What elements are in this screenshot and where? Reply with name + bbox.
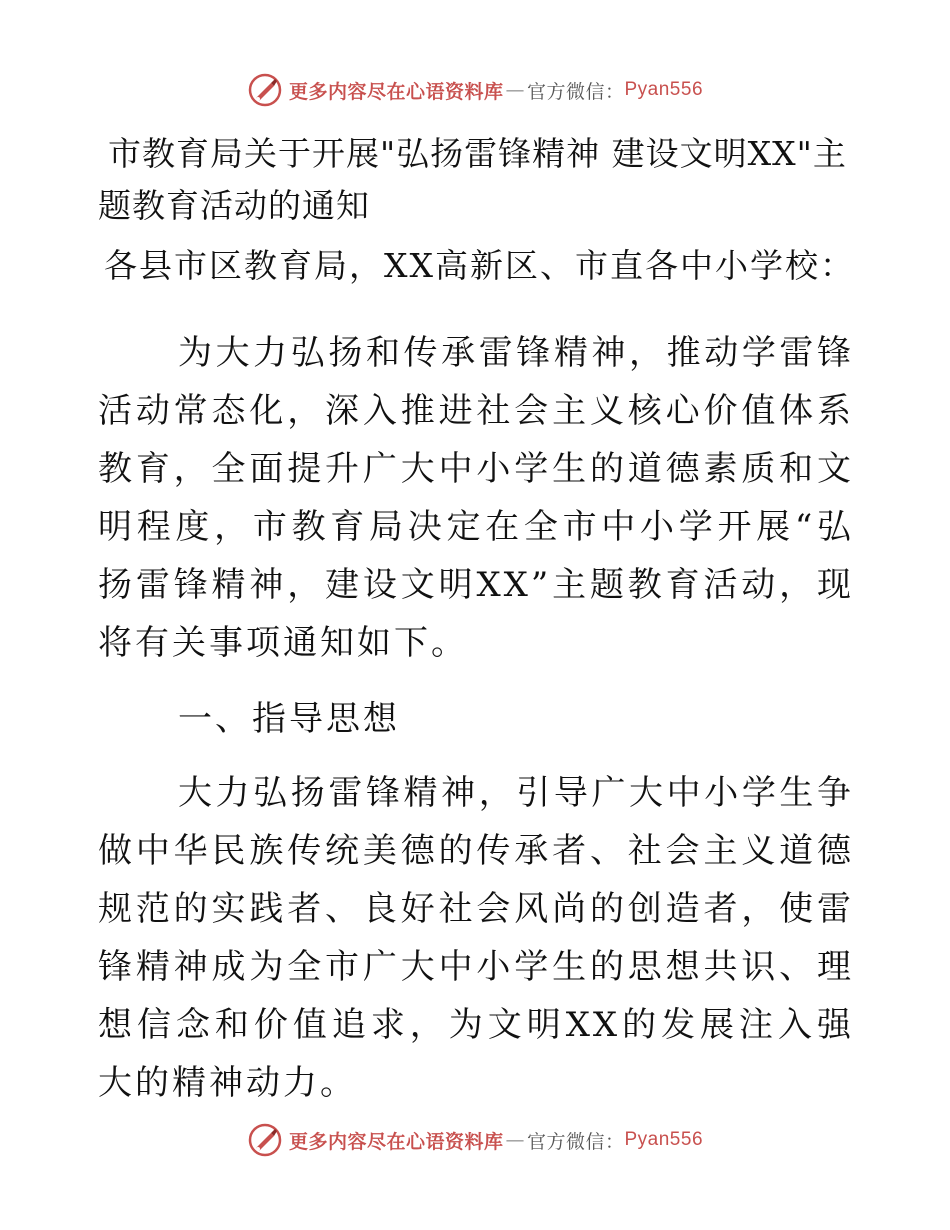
watermark-separator: — [505, 79, 525, 101]
watermark-brand: 更多内容尽在心语资料库 [288, 80, 504, 103]
footer-watermark [0, 1120, 950, 1160]
watermark-id: Pyan556 [624, 79, 704, 100]
document-addressee: 各县市区教育局，XX高新区、市直各中小学校： [104, 246, 855, 285]
quill-logo-icon [247, 72, 283, 108]
watermark-label: 官方微信： [526, 80, 625, 103]
section-heading-guiding-ideology: 一、指导思想 [178, 699, 400, 739]
paragraph-guiding-ideology: 大力弘扬雷锋精神，引导广大中小学生争做中华民族传统美德的传承者、社会主义道德规范的实践者、良好社会风尚的创造者，使雷锋精神成为全市广大中小学生的思想共识、理想信念和价值追求，为文明XX的发展注入强大的精神动力。 [98, 773, 854, 1103]
watermark-label: 官方微信： [526, 1130, 625, 1153]
watermark-separator: — [505, 1129, 525, 1151]
quill-logo-icon [247, 1122, 283, 1158]
header-watermark [0, 70, 950, 110]
watermark-brand: 更多内容尽在心语资料库 [288, 1130, 504, 1153]
watermark-id: Pyan556 [624, 1129, 704, 1150]
paragraph-intro: 为大力弘扬和传承雷锋精神，推动学雷锋活动常态化，深入推进社会主义核心价值体系教育，全面提升广大中小学生的道德素质和文明程度，市教育局决定在全市中小学开展“弘扬雷锋精神，建设文明XX”主题教育活动，现将有关事项通知如下。 [98, 333, 854, 663]
document-title: 市教育局关于开展"弘扬雷锋精神 建设文明XX"主题教育活动的通知 [98, 134, 847, 225]
